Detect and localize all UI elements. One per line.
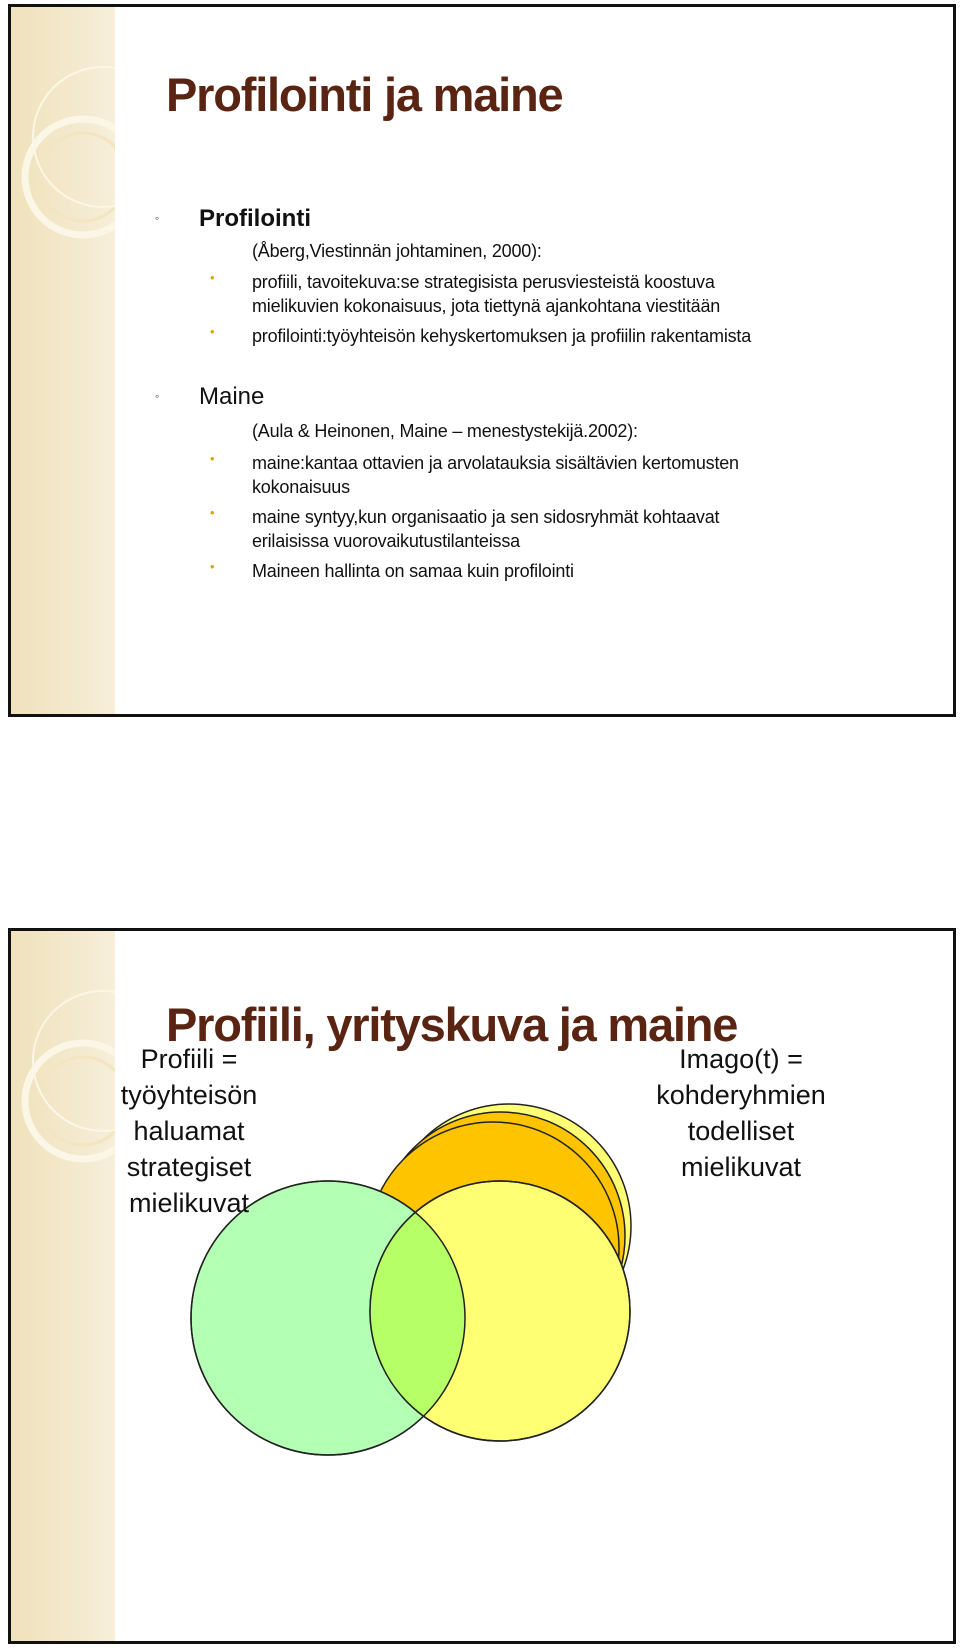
caption-line: mielikuvat [680,1152,802,1182]
bullet-icon: • [210,270,215,285]
section-profilointi [155,205,311,233]
source-citation: (Aula & Heinonen, Maine – menestystekijä.2002): [252,421,638,441]
caption-line: Profiili = [140,1044,238,1074]
bullet-icon: • [210,451,215,466]
section-heading: Maine [199,383,265,410]
bullet-icon: • [210,559,215,574]
source-citation: (Åberg,Viestinnän johtaminen, 2000): [252,241,542,261]
slide-profilointi-ja-maine [8,4,956,717]
section-maine [155,383,265,411]
caption-line: todelliset [687,1116,795,1146]
bullet-text: maine:kantaa ottavien ja arvolatauksia sisältävien kertomusten [252,453,739,473]
caption-line: kohderyhmien [656,1080,826,1110]
bullet-text: Maineen hallinta on samaa kuin profilointi [252,561,574,581]
caption-line: strategiset [126,1152,252,1182]
profile-caption [105,1041,273,1221]
bullet-icon: • [210,324,215,339]
slide-title: Profilointi ja maine [166,68,563,121]
decorative-side-strip [11,7,115,714]
bullet-text-continuation: mielikuvien kokonaisuus, jota tiettynä ajankohtana viestitään [252,296,721,316]
caption-line: Imago(t) = [679,1044,803,1074]
venn-diagram [11,931,956,1644]
decorative-swirl-icon [11,7,115,717]
caption-line: mielikuvat [128,1188,250,1218]
section-marker-icon: ◦ [155,389,160,403]
bullet-text: profiili, tavoitekuva:se strategisista perusviesteistä koostuva [252,272,715,292]
section-marker-icon: ◦ [155,211,160,225]
bullet-text-continuation: kokonaisuus [252,477,350,497]
slide-title: Profiili, yrityskuva ja maine [166,998,738,1051]
caption-line: työyhteisön [120,1080,258,1110]
bullet-text: maine syntyy,kun organisaatio ja sen sidosryhmät kohtaavat [252,507,720,527]
bullet-text-continuation: erilaisissa vuorovaikutustilanteissa [252,531,520,551]
section-heading: Profilointi [199,205,311,232]
bullet-text: profilointi:työyhteisön kehyskertomuksen ja profiilin rakentamista [252,326,752,346]
bullet-icon: • [210,505,215,520]
slide-profiili-yrityskuva-ja-maine [8,928,956,1644]
caption-line: haluamat [133,1116,245,1146]
image-caption [631,1041,851,1185]
